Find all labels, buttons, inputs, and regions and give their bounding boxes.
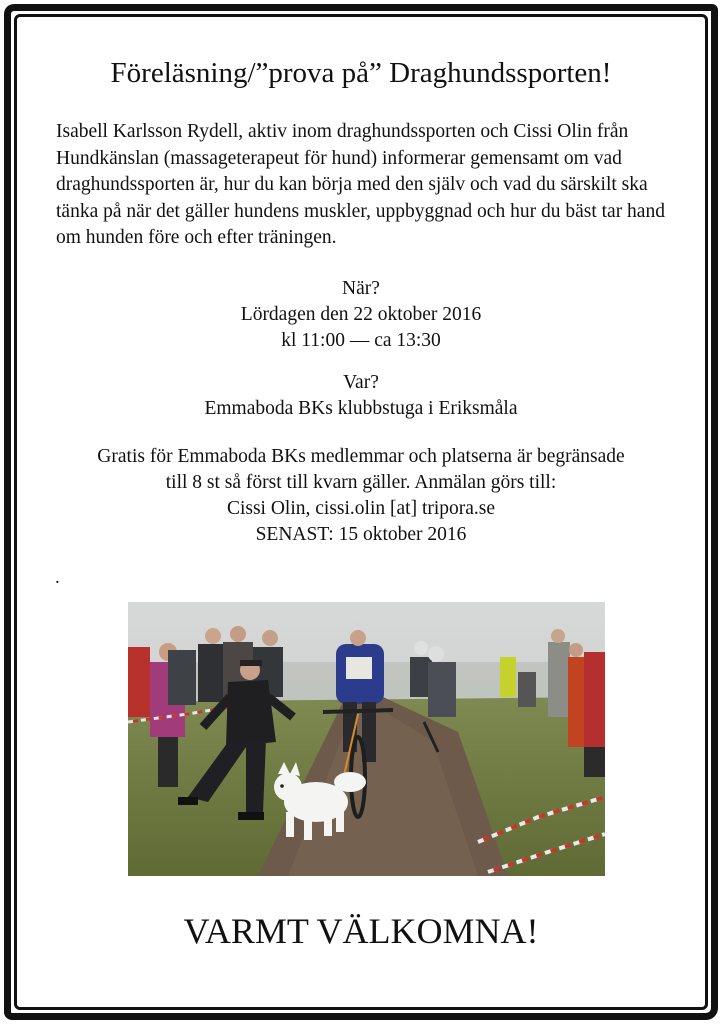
- info-line-2: till 8 st så först till kvarn gäller. Anmälan görs till:: [165, 472, 557, 493]
- event-place: Emmaboda BKs klubbstuga i Eriksmåla: [204, 398, 518, 419]
- contact-line: Cissi Olin, cissi.olin [at] tripora.se: [226, 498, 496, 519]
- when-section: [40, 276, 682, 354]
- when-heading: När?: [342, 278, 380, 299]
- info-line-1: Gratis för Emmaboda BKs medlemmar och platserna är begränsade: [97, 446, 625, 467]
- registration-info: [40, 444, 682, 548]
- intro-paragraph: Isabell Karlsson Rydell, aktiv inom draghundssporten och Cissi Olin från Hundkänslan (massageterapeut för hund) informerar gemensamt om vad draghundssporten är, hur du kan börja med den själv och vad du särskilt ska tänka på när det gäller hundens muskler, uppbyggnad och hur du bäst tar hand om hunden före och efter träningen.: [56, 121, 665, 248]
- poster-title: Föreläsning/”prova på” Draghundssporten!: [110, 57, 612, 89]
- deadline-line: SENAST: 15 oktober 2016: [255, 524, 467, 545]
- race-photo: [128, 602, 605, 876]
- event-time: kl 11:00 — ca 13:30: [281, 330, 441, 351]
- where-heading: Var?: [343, 372, 379, 393]
- where-section: [40, 370, 682, 422]
- stray-dot: .: [55, 567, 60, 588]
- event-date: Lördagen den 22 oktober 2016: [240, 304, 482, 325]
- welcome-banner: VARMT VÄLKOMNA!: [183, 911, 539, 951]
